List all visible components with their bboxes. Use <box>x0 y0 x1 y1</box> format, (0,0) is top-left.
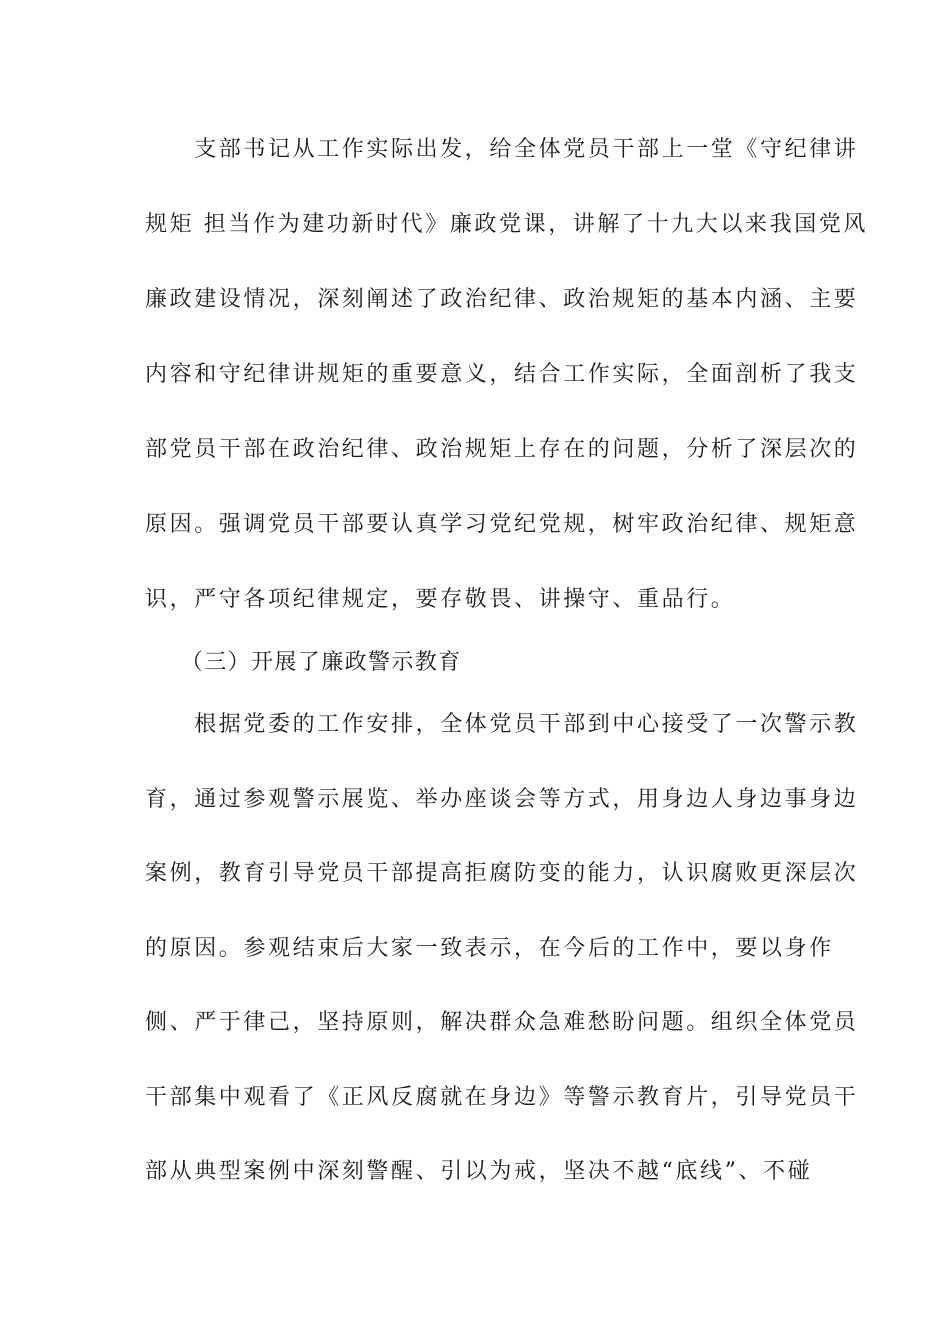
paragraph-line: 案例，教育引导党员干部提高拒腐防变的能力，认识腐败更深层次 <box>145 861 859 886</box>
paragraph-line: 原因。强调党员干部要认真学习党纪党规，树牢政治纪律、规矩意 <box>145 512 859 537</box>
paragraph-line: 规矩 担当作为建功新时代》廉政党课，讲解了十九大以来我国党风 <box>145 212 868 237</box>
paragraph-line: 内容和守纪律讲规矩的重要意义，结合工作实际，全面剖析了我支 <box>145 362 859 387</box>
section-heading: （三）开展了廉政警示教育 <box>145 650 462 675</box>
paragraph-line: 侧、严于律己，坚持原则，解决群众急难愁盼问题。组织全体党员 <box>145 1010 859 1035</box>
paragraph-line: 育，通过参观警示展览、举办座谈会等方式，用身边人身边事身边 <box>145 787 859 812</box>
paragraph-line: 的原因。参观结束后大家一致表示，在今后的工作中，要以身作 <box>145 936 834 961</box>
paragraph-line: 根据党委的工作安排，全体党员干部到中心接受了一次警示教 <box>145 712 859 737</box>
paragraph-line: 部党员干部在政治纪律、政治规矩上存在的问题，分析了深层次的 <box>145 437 859 462</box>
paragraph-line: 支部书记从工作实际出发，给全体党员干部上一堂《守纪律讲 <box>145 137 859 162</box>
paragraph-line: 廉政建设情况，深刻阐述了政治纪律、政治规矩的基本内涵、主要 <box>145 287 859 312</box>
paragraph-line: 干部集中观看了《正风反腐就在身边》等警示教育片，引导党员干 <box>145 1085 859 1110</box>
paragraph-line: 部从典型案例中深刻警醒、引以为戒，坚决不越“底线”、不碰 <box>145 1159 813 1184</box>
paragraph-line: 识，严守各项纪律规定，要存敬畏、讲操守、重品行。 <box>145 587 736 612</box>
